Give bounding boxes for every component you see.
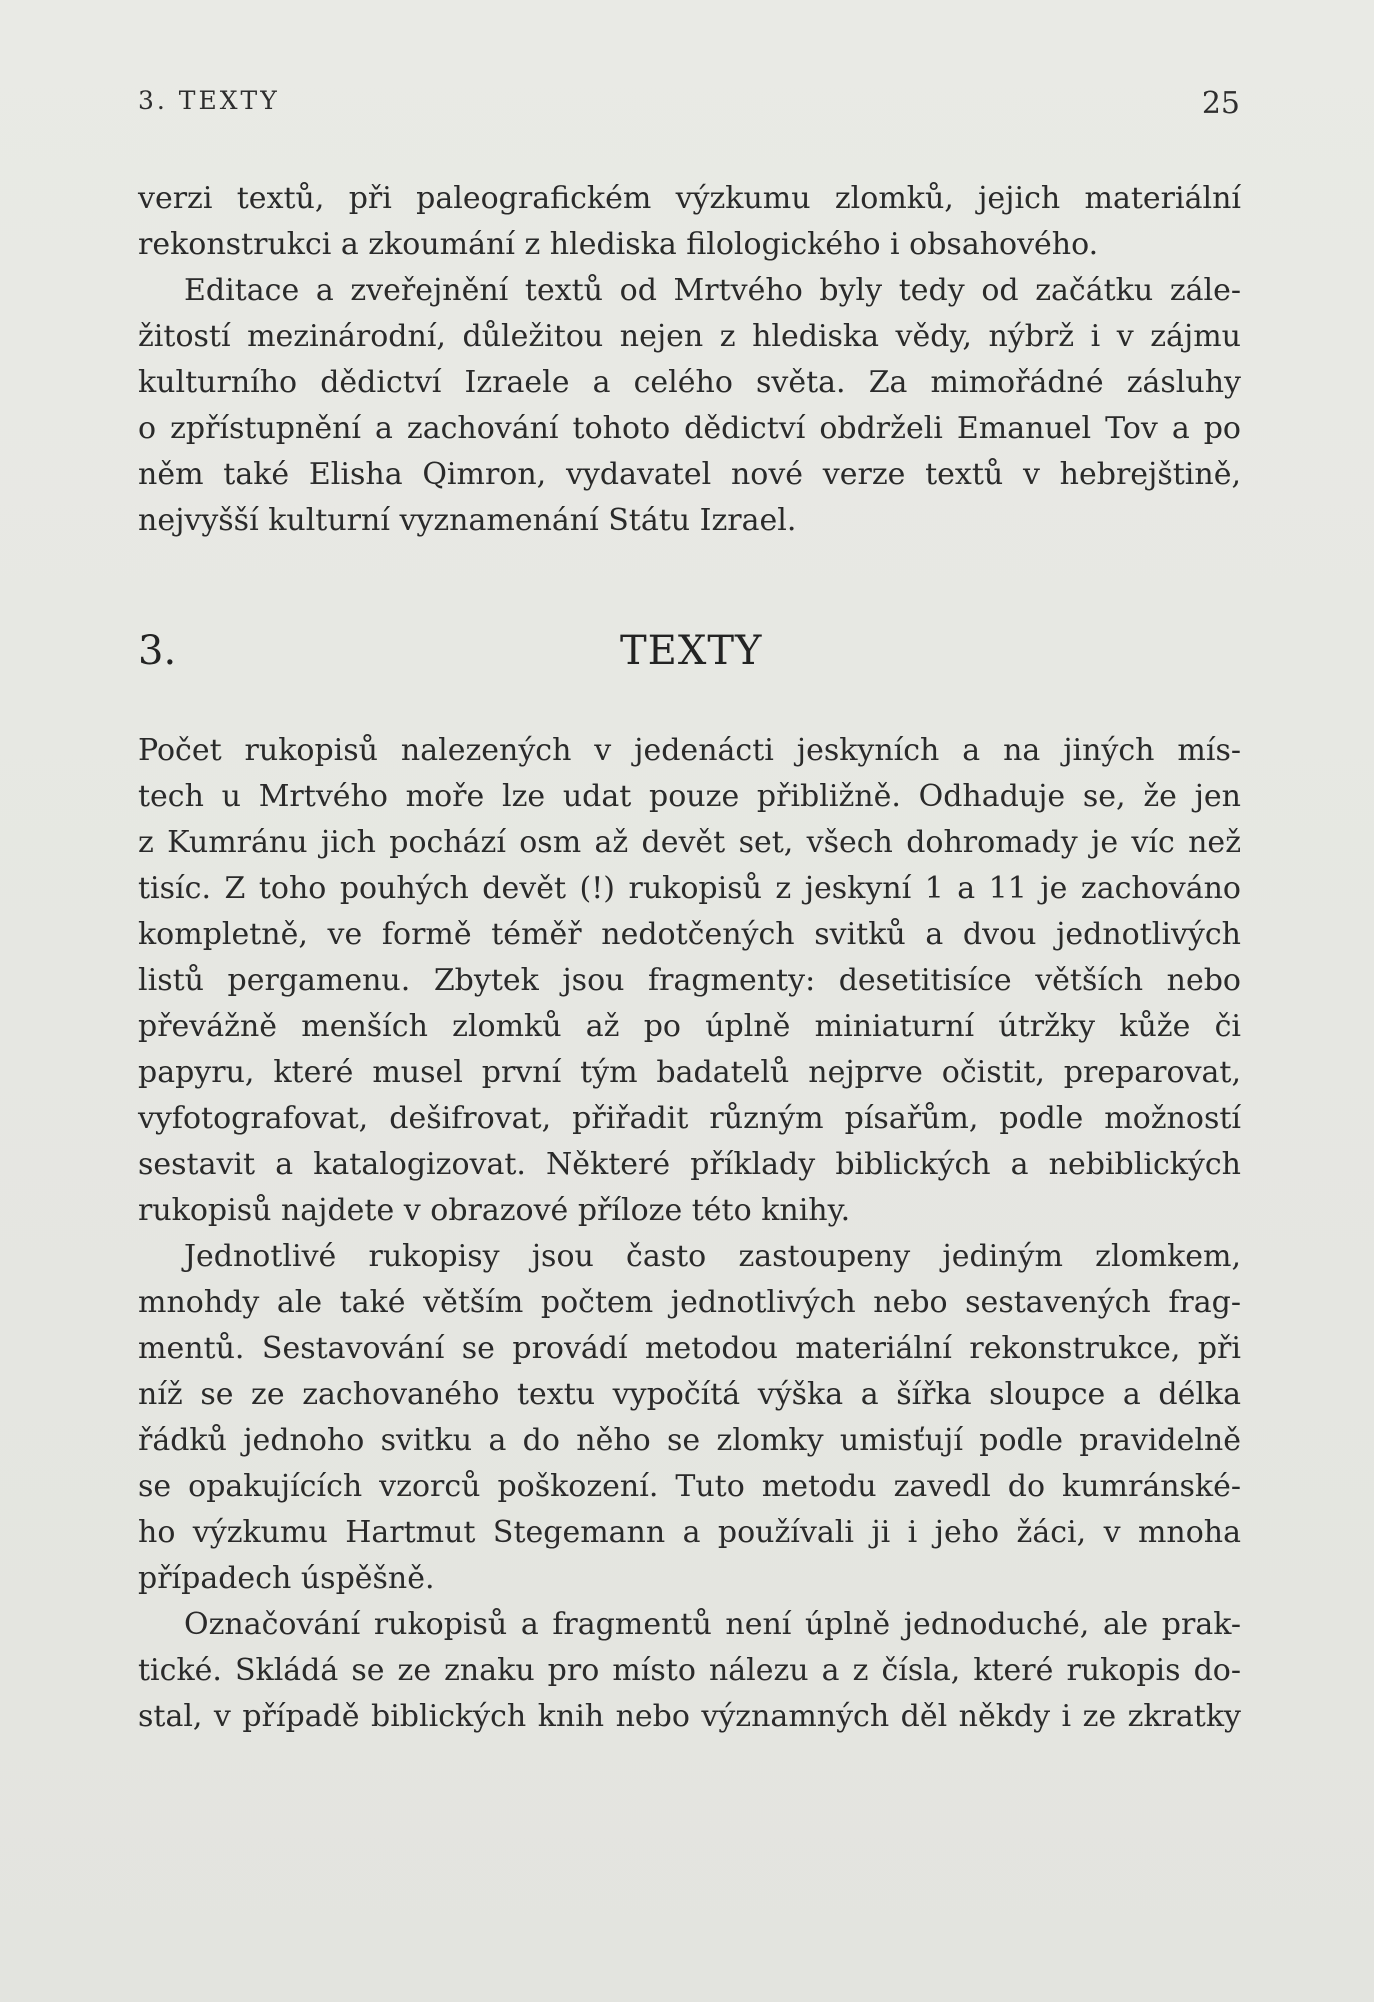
text-line: sestavit a katalogizovat. Některé příklady biblických a nebiblických — [138, 1147, 1241, 1182]
text-line: nejvyšší kulturní vyznamenání Státu Izrael. — [138, 503, 797, 538]
text-line: kompletně, ve formě téměř nedotčených svitků a dvou jednotlivých — [138, 917, 1241, 952]
text-line: žitostí mezinárodní, důležitou nejen z hlediska vědy, nýbrž i v zájmu — [138, 319, 1241, 354]
text-line: rekonstrukci a zkoumání z hlediska filologického i obsahového. — [138, 227, 1099, 262]
text-line: tech u Mrtvého moře lze udat pouze přibližně. Odhaduje se, že jen — [138, 779, 1241, 814]
text-line: ho výzkumu Hartmut Stegemann a používali ji i jeho žáci, v mnoha — [138, 1515, 1241, 1550]
paragraph-block-texts — [138, 728, 1241, 1740]
text-line: tické. Skládá se ze znaku pro místo nálezu a z čísla, které rukopis do- — [138, 1653, 1241, 1688]
text-line: mentů. Sestavování se provádí metodou materiální rekonstrukce, při — [138, 1331, 1241, 1366]
text-line: něm také Elisha Qimron, vydavatel nové verze textů v hebrejštině, — [138, 457, 1241, 492]
text-line: Editace a zveřejnění textů od Mrtvého byly tedy od začátku zále- — [184, 273, 1241, 308]
text-line: Označování rukopisů a fragmentů není úplně jednoduché, ale prak- — [184, 1607, 1241, 1642]
section-number: 3. — [138, 628, 177, 674]
text-line: případech úspěšně. — [138, 1561, 435, 1596]
section-heading — [138, 628, 1241, 688]
text-line: kulturního dědictví Izraele a celého světa. Za mimořádné zásluhy — [138, 365, 1241, 400]
text-line: verzi textů, při paleografickém výzkumu zlomků, jejich materiální — [138, 181, 1241, 216]
text-line: stal, v případě biblických knih nebo významných děl někdy i ze zkratky — [138, 1699, 1241, 1734]
text-line: níž se ze zachovaného textu vypočítá výška a šířka sloupce a délka — [138, 1377, 1241, 1412]
text-line: mnohdy ale také větším počtem jednotlivých nebo sestavených frag- — [138, 1285, 1241, 1320]
text-line: z Kumránu jich pochází osm až devět set, všech dohromady je víc než — [138, 825, 1241, 860]
text-line: rukopisů najdete v obrazové příloze této knihy. — [138, 1193, 851, 1228]
text-line: Počet rukopisů nalezených v jedenácti jeskyních a na jiných mís- — [138, 733, 1241, 768]
text-line: se opakujících vzorců poškození. Tuto metodu zavedl do kumránské- — [138, 1469, 1241, 1504]
text-line: o zpřístupnění a zachování tohoto dědictví obdrželi Emanuel Tov a po — [138, 411, 1241, 446]
paragraph-block-intro — [138, 176, 1241, 544]
section-title: TEXTY — [620, 628, 763, 674]
text-line: papyru, které musel první tým badatelů nejprve očistit, preparovat, — [138, 1055, 1241, 1090]
text-line: Jednotlivé rukopisy jsou často zastoupeny jediným zlomkem, — [184, 1239, 1241, 1274]
text-line: převážně menších zlomků až po úplně miniaturní útržky kůže či — [138, 1009, 1241, 1044]
running-head: 3. TEXTY — [138, 86, 280, 115]
page-number: 25 — [1201, 86, 1240, 121]
text-line: řádků jednoho svitku a do něho se zlomky umisťují podle pravidelně — [138, 1423, 1241, 1458]
text-line: tisíc. Z toho pouhých devět (!) rukopisů z jeskyní 1 a 11 je zachováno — [138, 871, 1241, 906]
text-line: listů pergamenu. Zbytek jsou fragmenty: desetitisíce větších nebo — [138, 963, 1241, 998]
text-line: vyfotografovat, dešifrovat, přiřadit různým písařům, podle možností — [138, 1101, 1241, 1136]
